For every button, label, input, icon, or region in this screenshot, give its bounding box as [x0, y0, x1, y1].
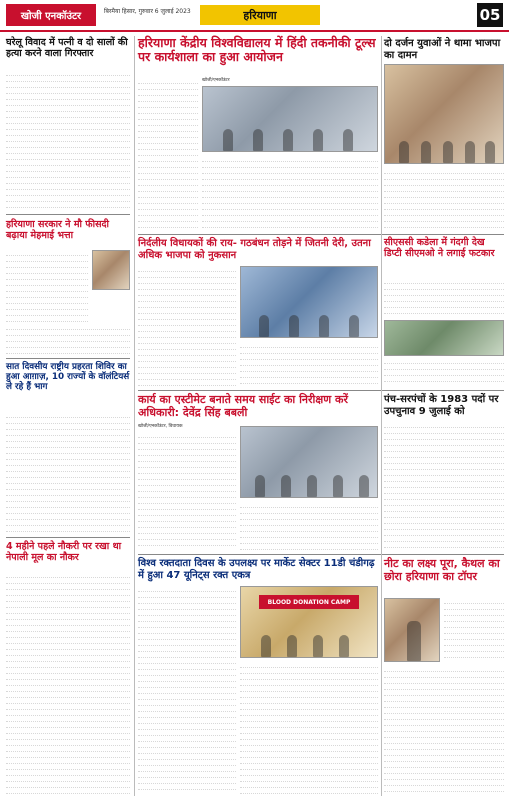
story-10-body — [384, 422, 504, 550]
story-5-body — [6, 412, 130, 532]
story-2-headline: हरियाणा केंद्रीय विश्वविद्यालय में हिंदी तकनीकी टूल्स पर कार्यशाला का हुआ आयोजन — [138, 35, 376, 65]
divider — [6, 537, 130, 538]
story-7-body-cont — [384, 358, 504, 386]
story-9-body-col1 — [138, 432, 236, 550]
story-6-headline: निर्दलीय विधायकों की राय- गठबंधन तोड़ने में जितनी देरी, उतना अधिक भाजपा को नुकसान — [138, 238, 371, 261]
story-12-photo — [384, 598, 440, 662]
story-2-photo-credit: खोजी/एनकॉउंटर — [202, 78, 230, 83]
story-11-headline: विश्व रक्तदाता दिवस के उपलक्ष्य पर मार्केट सेक्टर 11डी चंडीगढ़ में हुआ 47 यूनिट्स रक्त एकत्र — [138, 558, 375, 581]
story-5-headline: सात दिवसीय राष्ट्रीय प्रहरता शिविर का हुआ आग़ाज़, 10 राज्यों के वॉलंटियर्स ले रहे हैं भाग — [6, 362, 130, 393]
story-10-headline: पंच-सरपंचों के 1983 पदों पर उपचुनाव 9 जुलाई को — [384, 394, 499, 417]
blood-donation-banner: BLOOD DONATION CAMP — [259, 595, 359, 609]
dateline: बिरमैया हिसार, गुरुवार 6 जुलाई 2023 — [104, 8, 191, 15]
story-12-headline: नीट का लक्ष्य पूरा, कैथल का छोरा हरियाणा का टॉपर — [384, 557, 500, 583]
story-4-body — [6, 250, 88, 322]
column-divider — [381, 36, 382, 796]
divider — [6, 358, 130, 359]
divider — [138, 390, 504, 391]
story-11-photo — [240, 586, 378, 658]
story-6-body-col2 — [240, 342, 378, 386]
story-9-photo — [240, 426, 378, 498]
story-4-photo — [92, 250, 130, 290]
story-12-body-side — [444, 598, 504, 662]
column-divider — [134, 36, 135, 796]
story-6-body-col1 — [138, 266, 236, 386]
story-3-photo — [384, 64, 504, 164]
story-11-body-col2 — [240, 662, 378, 794]
story-7-body — [384, 278, 504, 318]
story-12-body — [384, 666, 504, 794]
section-label: हरियाणा — [200, 5, 320, 25]
story-9-photo-credit: खोजी/एनकॉउंटर, विधायक — [138, 424, 183, 429]
story-2-photo — [202, 86, 378, 152]
story-2-body-col1 — [138, 78, 198, 230]
story-8-body — [6, 572, 130, 794]
story-8-headline: 4 महीने पहले नौकरी पर रखा था नेपाली मूल का नौकर — [6, 541, 122, 563]
newspaper-logo: खोजी एनकॉउंटर — [6, 4, 96, 26]
masthead — [0, 0, 509, 32]
story-3-body — [384, 168, 504, 230]
story-3-headline: दो दर्जन युवाओं ने थामा भाजपा का दामन — [384, 38, 501, 61]
story-9-headline: कार्य का एस्टीमेट बनाते समय साईट का निरीक्षण करें अधिकारी: देवेंद्र सिंह बबली — [138, 393, 349, 419]
story-1-headline: घरेलू विवाद में पत्नी व दो सालों की हत्या करने वाला गिरफ्तार — [6, 37, 128, 59]
story-7-headline: सीएससी कडेला में गंदगी देख डिप्टी सीएमओ ने लगाई फटकार — [384, 237, 495, 259]
story-11-body-col1 — [138, 586, 236, 794]
divider — [138, 554, 504, 555]
story-4-headline: हरियाणा सरकार ने मौ फीसदी बढ़ाया मेहमाई भत्ता — [6, 219, 109, 241]
story-2-body-col2 — [202, 156, 378, 230]
story-7-photo — [384, 320, 504, 356]
story-1-body — [6, 70, 130, 210]
story-6-photo — [240, 266, 378, 338]
divider — [138, 234, 504, 235]
story-9-body-col2 — [240, 502, 378, 550]
page-number: 05 — [477, 3, 503, 27]
divider — [6, 214, 130, 215]
story-4-body-cont — [6, 324, 130, 354]
